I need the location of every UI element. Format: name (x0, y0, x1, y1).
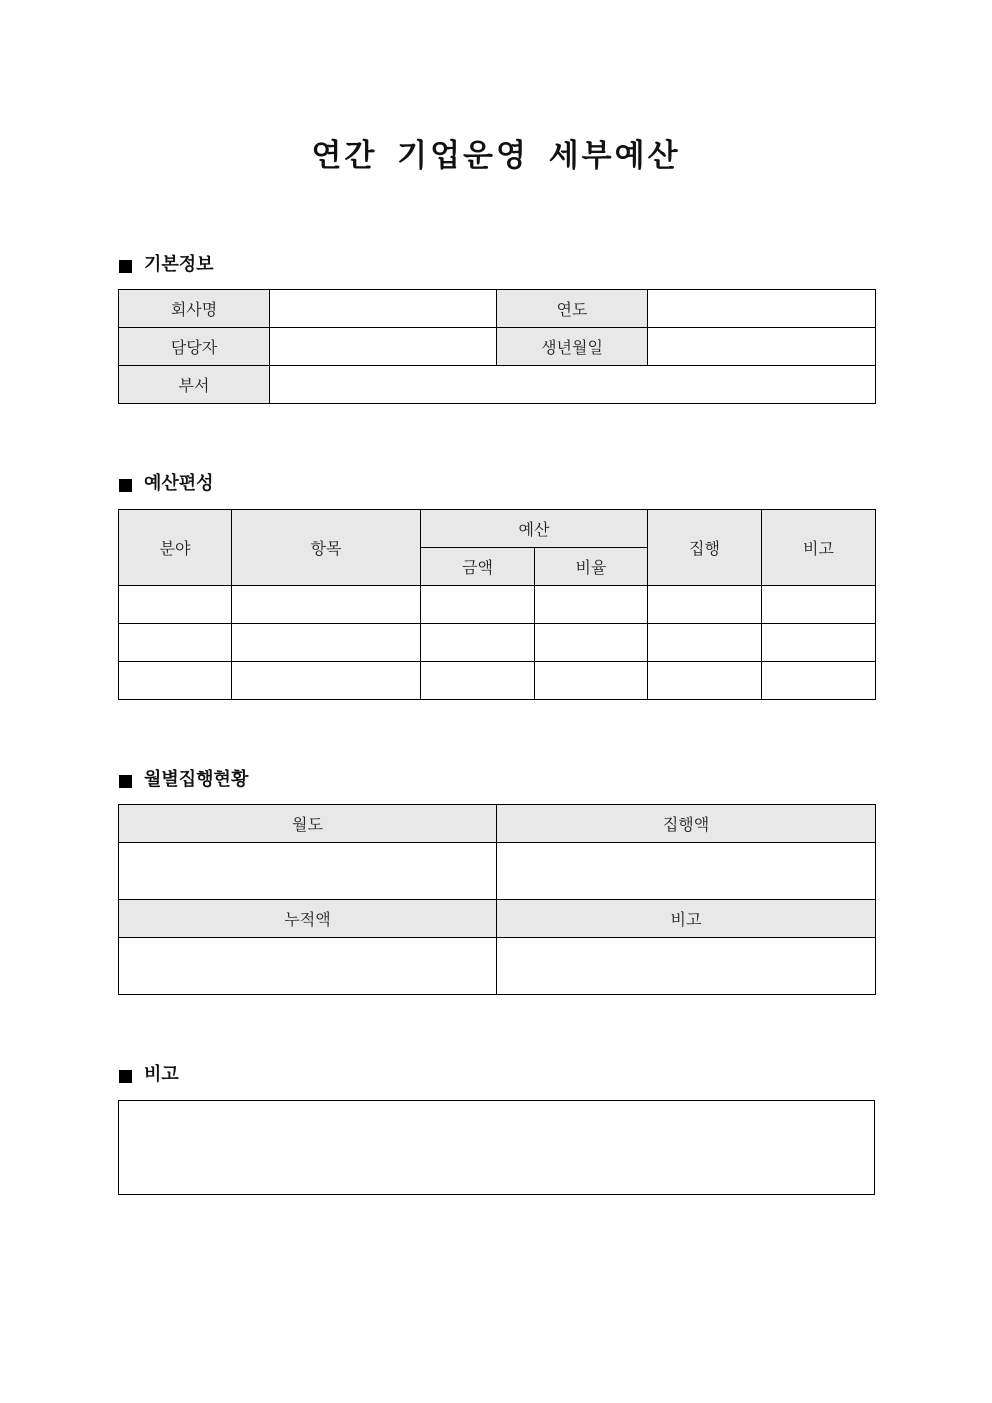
remarks-cell[interactable] (762, 662, 876, 700)
ratio-header: 비율 (535, 548, 648, 586)
square-bullet-icon (119, 1070, 132, 1083)
remarks-cell[interactable] (762, 586, 876, 624)
table-row (119, 624, 876, 662)
execution-cell[interactable] (648, 624, 762, 662)
square-bullet-icon (119, 479, 132, 492)
table-header-row (119, 510, 876, 548)
section-heading-label: 비고 (144, 1064, 179, 1085)
ratio-cell[interactable] (535, 586, 648, 624)
remarks-header: 비고 (762, 510, 876, 586)
field-header: 분야 (119, 510, 232, 586)
field-cell[interactable] (119, 586, 232, 624)
execution-cell[interactable] (648, 586, 762, 624)
cumulative-header: 누적액 (119, 900, 497, 938)
manager-label: 담당자 (119, 328, 270, 366)
execution-cell[interactable] (648, 662, 762, 700)
table-row (119, 586, 876, 624)
table-row (119, 843, 876, 900)
amount-header: 금액 (421, 548, 535, 586)
month-field[interactable] (119, 843, 497, 900)
item-header: 항목 (232, 510, 421, 586)
table-row (119, 938, 876, 995)
field-cell[interactable] (119, 662, 232, 700)
year-label: 연도 (497, 290, 648, 328)
amount-cell[interactable] (421, 586, 535, 624)
section-heading-monthly (119, 768, 248, 792)
ratio-cell[interactable] (535, 624, 648, 662)
square-bullet-icon (119, 260, 132, 273)
page-title: 연간 기업운영 세부예산 (311, 138, 681, 174)
table-row (119, 366, 876, 404)
amount-cell[interactable] (421, 624, 535, 662)
company-label: 회사명 (119, 290, 270, 328)
budget-header: 예산 (421, 510, 648, 548)
section-heading-label: 월별집행현황 (144, 769, 249, 790)
field-cell[interactable] (119, 624, 232, 662)
budget-table (118, 509, 876, 700)
ratio-cell[interactable] (535, 662, 648, 700)
table-row (119, 290, 876, 328)
cumulative-field[interactable] (119, 938, 497, 995)
basic-info-table (118, 289, 876, 404)
table-row (119, 662, 876, 700)
table-row (119, 328, 876, 366)
section-heading-label: 예산편성 (144, 473, 214, 494)
year-field[interactable] (648, 290, 876, 328)
section-heading-budget (119, 472, 214, 496)
monthly-execution-table (118, 804, 876, 995)
section-heading-notes (119, 1063, 179, 1087)
section-heading-label: 기본정보 (144, 254, 214, 275)
table-header-row (119, 900, 876, 938)
manager-field[interactable] (270, 328, 497, 366)
month-header: 월도 (119, 805, 497, 843)
birthdate-label: 생년월일 (497, 328, 648, 366)
department-field[interactable] (270, 366, 876, 404)
item-cell[interactable] (232, 662, 421, 700)
department-label: 부서 (119, 366, 270, 404)
executed-amount-header: 집행액 (497, 805, 876, 843)
remarks-cell[interactable] (762, 624, 876, 662)
section-heading-basic-info (119, 253, 214, 277)
remarks-field[interactable] (497, 938, 876, 995)
amount-cell[interactable] (421, 662, 535, 700)
execution-header: 집행 (648, 510, 762, 586)
table-header-row (119, 805, 876, 843)
item-cell[interactable] (232, 624, 421, 662)
square-bullet-icon (119, 775, 132, 788)
remarks-header: 비고 (497, 900, 876, 938)
notes-box[interactable] (118, 1100, 875, 1195)
birthdate-field[interactable] (648, 328, 876, 366)
item-cell[interactable] (232, 586, 421, 624)
executed-amount-field[interactable] (497, 843, 876, 900)
company-field[interactable] (270, 290, 497, 328)
